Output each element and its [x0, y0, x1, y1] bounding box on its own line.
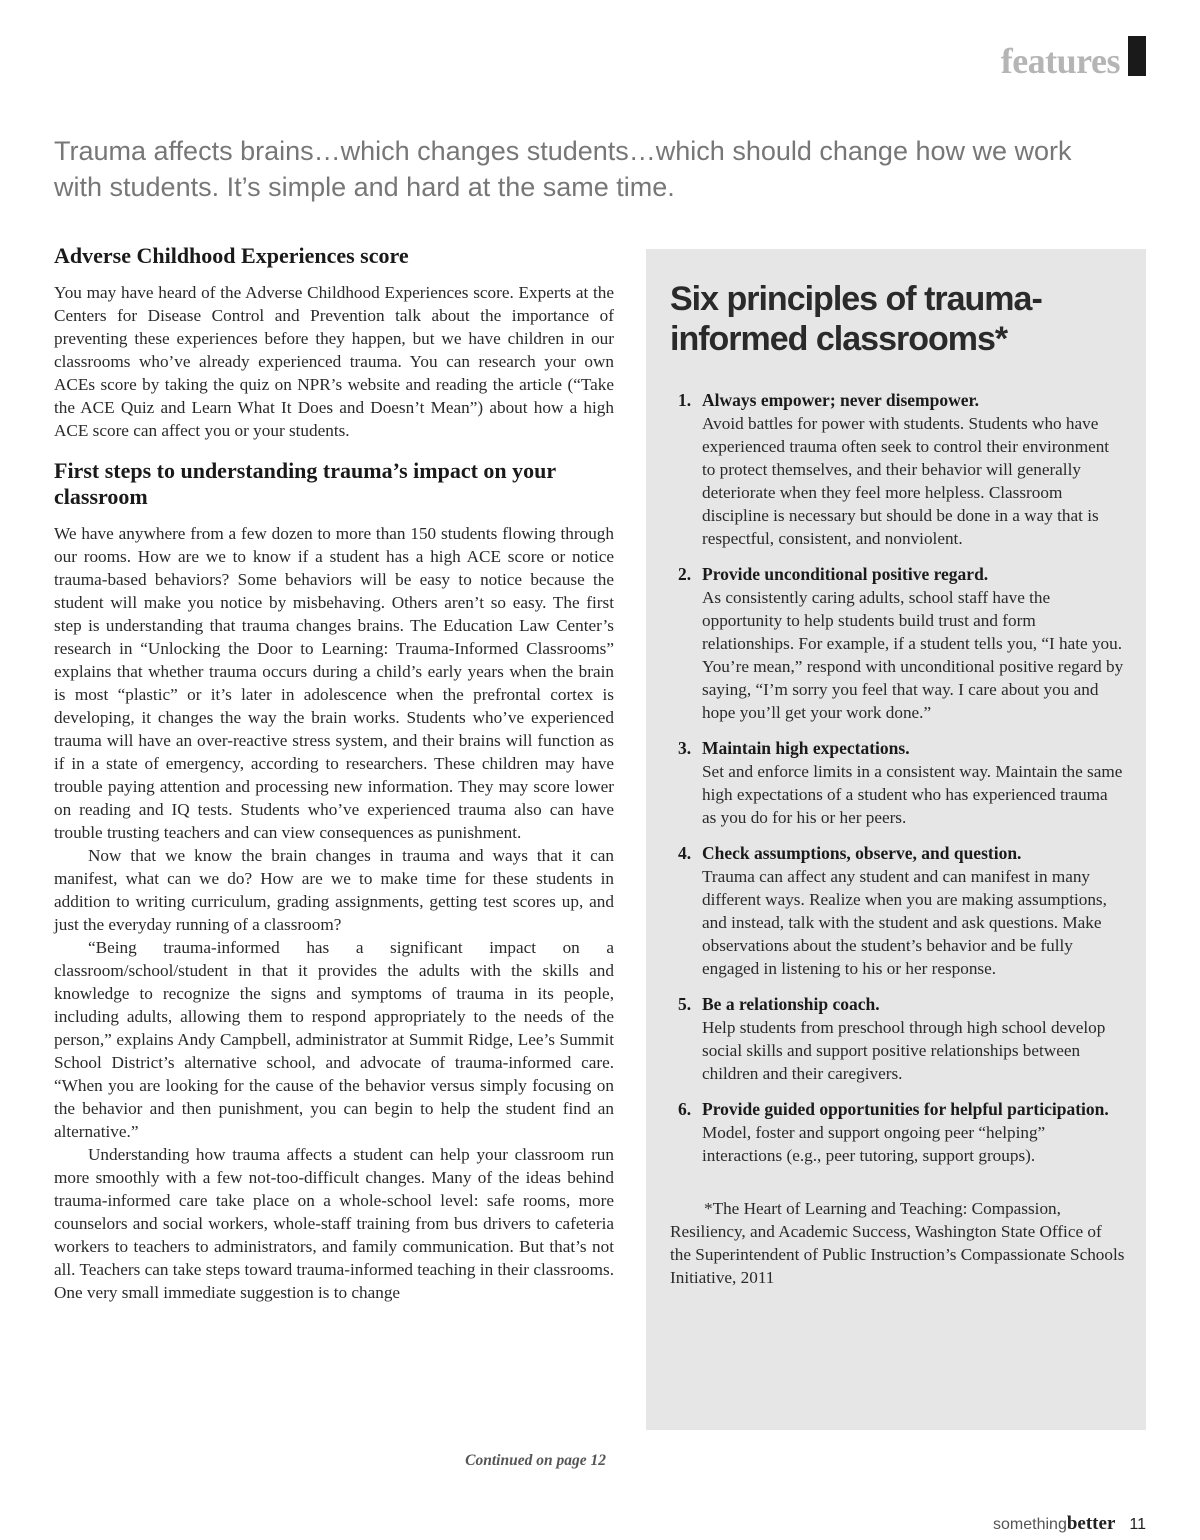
principle-item [670, 1098, 1126, 1167]
principle-number: 1. [678, 390, 692, 410]
principle-number: 5. [678, 994, 692, 1014]
heading-aces: Adverse Childhood Experiences score [54, 243, 409, 268]
paragraph-quote: “Being trauma-informed has a significant impact on a classroom/school/student in that it provides the adults with the skills and knowledge to recognize the signs and symptoms of trauma in its people, including adults, allowing them to respond appropriately to the needs of the person,” explains Andy Campbell, administrator at Summit Ridge, Lee’s Summit School District’s alternative school, and advocate of trauma-informed care. “When you are looking for the cause of the behavior versus simply focusing on the behavior and then punishment, you can begin to help the student find an alternative.” [54, 938, 614, 1141]
principle-number: 6. [678, 1099, 692, 1119]
intro-deck: Trauma affects brains…which changes students…which should change how we work with students. It’s simple and hard at the same time. [54, 136, 1072, 202]
principle-body: Avoid battles for power with students. Students who have experienced trauma often seek to control their environment to protect themselves, and their behavior will generally deteriorate when they feel more helpless. Classroom discipline is necessary but should be done in a way that is respectful, consistent, and nonviolent. [702, 414, 1110, 548]
principles-sidebar [646, 249, 1146, 1430]
principle-item [670, 842, 1126, 980]
paragraph-understanding: Understanding how trauma affects a student can help your classroom run more smoothly with a few not-too-difficult changes. Many of the ideas behind trauma-informed care take place on a whole-school level: safe rooms, more counselors and social workers, whole-staff training from bus drivers to cafeteria workers to teachers to administrators, and family communication. But that’s not all. Teachers can take steps toward trauma-informed teaching in their classrooms. One very small immediate suggestion is to change [54, 1145, 614, 1302]
principle-body: Model, foster and support ongoing peer “helping” interactions (e.g., peer tutoring, support groups). [702, 1123, 1046, 1165]
paragraph-aces: You may have heard of the Adverse Childhood Experiences score. Experts at the Centers for Disease Control and Prevention talk about the importance of preventing these experiences before they happen, but we have children in our classrooms who’ve already experienced trauma. You can research your own ACEs score by taking the quiz on NPR’s website and reading the article (“Take the ACE Quiz and Learn What It Does and Doesn’t Mean”) about how a high ACE score can affect you or your students. [54, 283, 614, 440]
footer-brand-better: better [1066, 1513, 1116, 1534]
section-bar [1128, 36, 1146, 76]
principle-body: Help students from preschool through high school develop social skills and support positive relationships between children and their caregivers. [702, 1018, 1106, 1083]
sidebar-title: Six principles of trauma-informed classrooms* [670, 280, 1042, 358]
left-column [54, 243, 614, 1304]
page-footer [993, 1513, 1146, 1535]
heading-first-steps: First steps to understanding trauma’s impact on your classroom [54, 458, 556, 509]
principle-title: Provide unconditional positive regard. [702, 564, 989, 584]
continued-link: Continued on page 12 [465, 1452, 606, 1469]
section-tag: features [1000, 41, 1120, 81]
principle-body: Trauma can affect any student and can manifest in many different ways. Realize when you are making assumptions, and instead, talk with the student and ask questions. Make observations about the student’s behavior and be fully engaged in listening to his or her response. [702, 867, 1107, 978]
principle-title: Always empower; never disempower. [702, 390, 980, 410]
principle-title: Be a relationship coach. [702, 994, 880, 1014]
principle-body: As consistently caring adults, school staff have the opportunity to help students build trust and form relationships. For example, if a student tells you, “I hate you. You’re mean,” respond with unconditional positive regard by saying, “I’m sorry you feel that way. I care about you and hope you’ll get your work done.” [702, 588, 1124, 722]
principle-title: Check assumptions, observe, and question. [702, 843, 1022, 863]
principle-title: Maintain high expectations. [702, 738, 910, 758]
principle-number: 2. [678, 564, 692, 584]
footer-brand-something: something [993, 1516, 1067, 1533]
principle-item [670, 563, 1126, 724]
principle-number: 3. [678, 738, 692, 758]
paragraph-first-steps: We have anywhere from a few dozen to more than 150 students flowing through our rooms. How are we to know if a student has a high ACE score or notice trauma-based behaviors? Some behaviors will be easy to notice because the student will make you notice by misbehaving. Others aren’t so easy. The first step is understanding that trauma changes brains. The Education Law Center’s research in “Unlocking the Door to Learning: Trauma-Informed Classrooms” explains that whether trauma occurs during a child’s early years when the brain is most “plastic” or it’s later in adolescence when the prefrontal cortex is developing, it changes the way the brain works. Students who’ve experienced trauma will have an over-reactive stress system, and their brains will function as if in a state of emergency, according to researchers. These children may have trouble paying attention and processing new information. They may score lower on reading and IQ tests. Students who’ve experienced trauma also can have trouble trusting teachers and can view consequences as punishment. [54, 524, 614, 842]
sidebar-footnote: *The Heart of Learning and Teaching: Compassion, Resiliency, and Academic Success, Washington State Office of the Superintendent of Public Instruction’s Compassionate Schools Initiative, 2011 [670, 1199, 1125, 1287]
principle-item [670, 993, 1126, 1085]
principle-item [670, 737, 1126, 829]
principle-item [670, 389, 1126, 550]
principle-number: 4. [678, 843, 692, 863]
page-number: 11 [1129, 1516, 1146, 1533]
paragraph-what-can-we-do: Now that we know the brain changes in trauma and ways that it can manifest, what can we do? How are we to make time for these students in addition to writing curriculum, grading assignments, getting test scores up, and just the everyday running of a classroom? [54, 846, 614, 934]
principle-title: Provide guided opportunities for helpful participation. [702, 1099, 1109, 1119]
principle-body: Set and enforce limits in a consistent way. Maintain the same high expectations of a student who has experienced trauma as you do for his or her peers. [702, 762, 1123, 827]
